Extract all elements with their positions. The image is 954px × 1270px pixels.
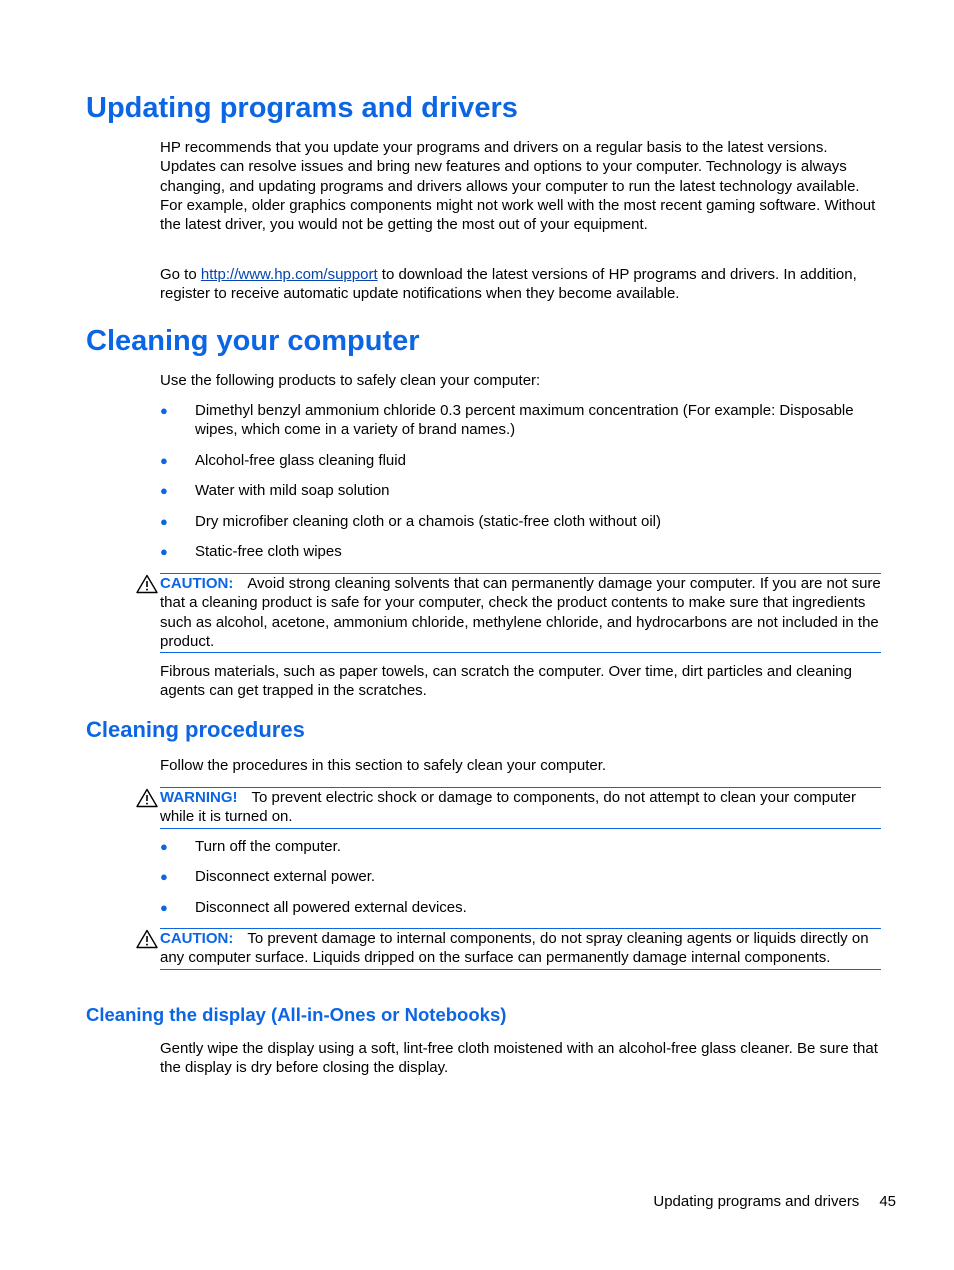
list-item (160, 451, 885, 470)
bullet-icon: ● (160, 869, 168, 884)
warning-note-shock (160, 787, 881, 829)
caution-note-solvents (160, 573, 881, 653)
page-footer (653, 1192, 896, 1211)
list-item (160, 898, 885, 917)
warning-triangle-icon (136, 788, 158, 808)
caution-note-spray (160, 928, 881, 970)
warning-text: To prevent electric shock or damage to components, do not attempt to clean your computer while it is turned on. (160, 789, 856, 826)
support-link-paragraph (160, 265, 885, 304)
updating-paragraph: HP recommends that you update your programs and drivers on a regular basis to the latest versions. Updates can resolve issues and bring new features and options to your computer. Technology is always changing, and updating programs and drivers allows your computer to run the latest technology available. For example, older graphics components might not work well with the most recent gaming software. Without the latest driver, you would not be getting the most out of your equipment. (160, 139, 876, 234)
list-item (160, 837, 885, 856)
heading-cleaning-computer: Cleaning your computer (86, 325, 420, 357)
bullet-icon: ● (160, 403, 168, 418)
bullet-icon: ● (160, 544, 168, 559)
list-item-text: Disconnect all powered external devices. (195, 899, 467, 916)
list-item-text: Water with mild soap solution (195, 482, 390, 499)
heading-cleaning-procedures: Cleaning procedures (86, 717, 305, 742)
bullet-icon: ● (160, 514, 168, 529)
bullet-icon: ● (160, 900, 168, 915)
list-item (160, 401, 885, 440)
list-item (160, 867, 885, 886)
list-item-text: Alcohol-free glass cleaning fluid (195, 452, 406, 469)
warning-triangle-icon (136, 929, 158, 949)
caution-label: CAUTION: (160, 930, 234, 947)
display-paragraph: Gently wipe the display using a soft, lint-free cloth moistened with an alcohol-free glass cleaner. Be sure that the display is dry before closing the display. (160, 1040, 878, 1077)
list-item-text: Disconnect external power. (195, 868, 376, 885)
support-text-after: to download the latest versions of HP programs and drivers. In addition, register to receive automatic update notifications when they become available. (160, 266, 857, 303)
bullet-icon: ● (160, 453, 168, 468)
cleaning-intro: Use the following products to safely clean your computer: (160, 372, 541, 389)
caution-text: To prevent damage to internal components, do not spray cleaning agents or liquids directly on any computer surface. Liquids dripped on the surface can permanently damage internal components. (160, 930, 869, 967)
list-item-text: Turn off the computer. (195, 838, 341, 855)
bullet-icon: ● (160, 839, 168, 854)
list-item-text: Dry microfiber cleaning cloth or a chamois (static-free cloth without oil) (195, 513, 662, 530)
list-item (160, 512, 885, 531)
page-number: 45 (879, 1193, 896, 1210)
caution-label: CAUTION: (160, 575, 234, 592)
warning-triangle-icon (136, 574, 158, 594)
list-item (160, 542, 885, 561)
list-item-text: Dimethyl benzyl ammonium chloride 0.3 percent maximum concentration (For example: Disposable wipes, which come in a variety of brand names.) (195, 402, 854, 439)
hp-support-link[interactable]: http://www.hp.com/support (200, 266, 378, 283)
procedures-intro: Follow the procedures in this section to safely clean your computer. (160, 757, 607, 774)
list-item (160, 481, 885, 500)
bullet-icon: ● (160, 483, 168, 498)
fibrous-paragraph: Fibrous materials, such as paper towels, can scratch the computer. Over time, dirt particles and cleaning agents can get trapped in the scratches. (160, 663, 852, 700)
footer-section-title: Updating programs and drivers (653, 1193, 860, 1210)
list-item-text: Static-free cloth wipes (195, 543, 342, 560)
heading-cleaning-display: Cleaning the display (All-in-Ones or Notebooks) (86, 1004, 507, 1025)
warning-label: WARNING! (160, 789, 238, 806)
heading-updating-programs: Updating programs and drivers (86, 92, 518, 124)
caution-text: Avoid strong cleaning solvents that can permanently damage your computer. If you are not sure that a cleaning product is safe for your computer, check the product contents to make sure that ingredients such as alcohol, acetone, ammonium chloride, methylene chloride, and hydrocarbons are not included in the product. (160, 575, 881, 650)
support-text-before: Go to (160, 266, 201, 283)
